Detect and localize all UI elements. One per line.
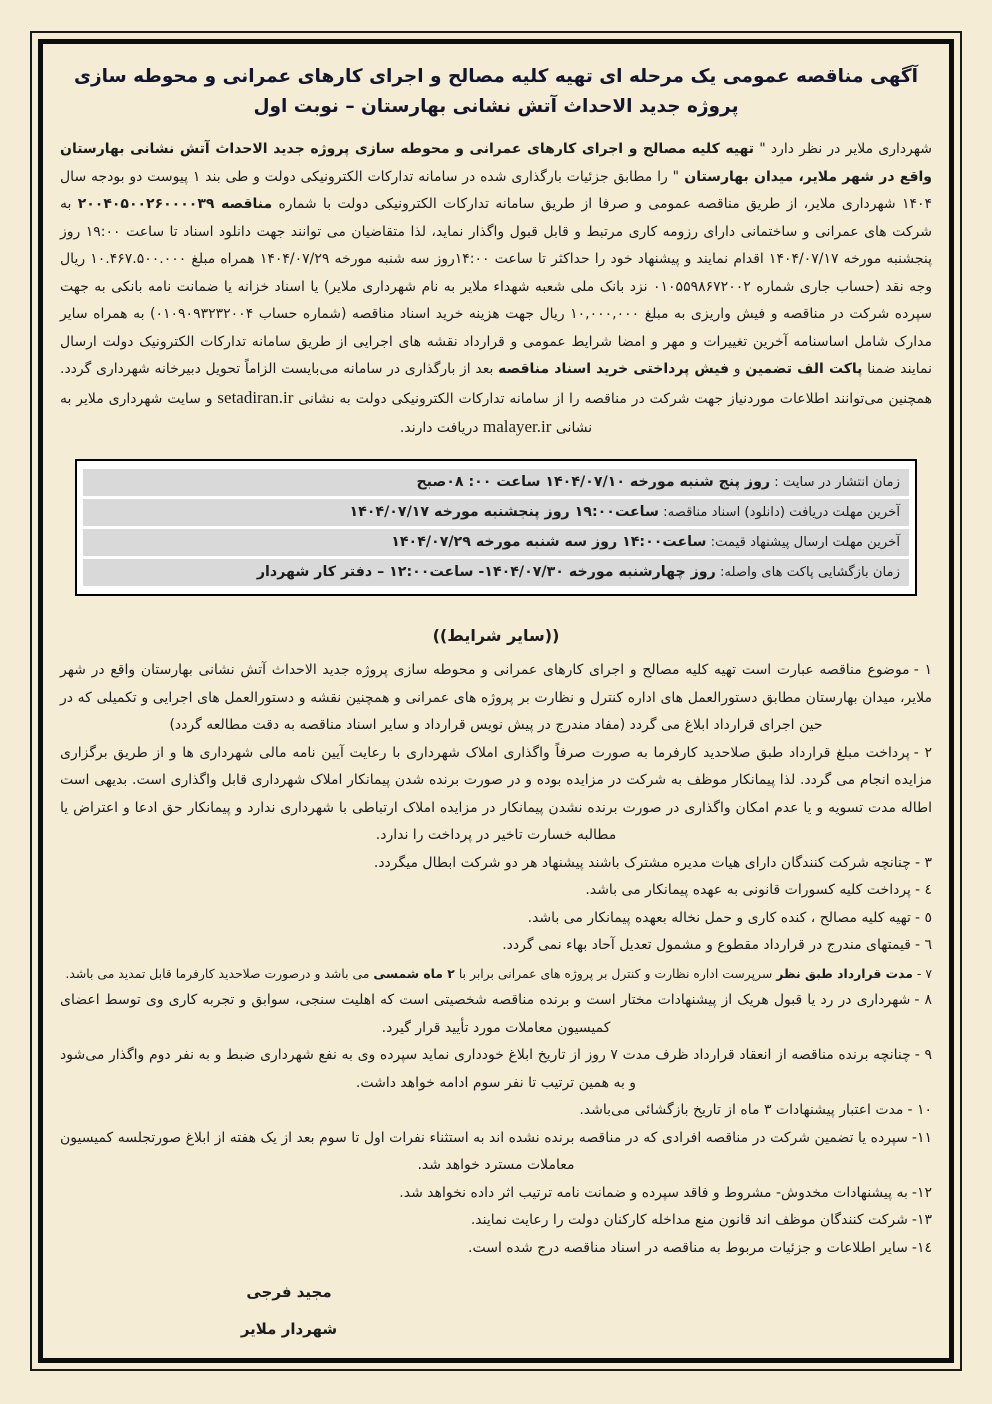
schedule-value: روز چهارشنبه مورخه ۱۴۰۴/۰۷/۳۰- ساعت۱۲:۰۰ – دفتر کار شهردار [256, 563, 716, 580]
conditions-list [60, 657, 932, 1262]
item-text: موضوع مناقصه عبارت است تهیه کلیه مصالح و اجرای کارهای عمرانی و محوطه سازی پروژه جدید الاحداث آتش نشانی بهارستان واقع در شهر ملایر، میدان بهارستان مطابق دستورالعمل های اداره کنترل و نظارت بر پروژه های عمرانی و همچنین نقشه و دستورالعمل های اجرایی و تکمیلی که در حین اجرای قرارداد ابلاغ می گردد (مفاد مندرج در پیش نویس قرارداد و سایر اسناد مناقصه به دقت مطالعه گردد) [60, 662, 932, 733]
schedule-value: ساعت۱۹:۰۰ روز پنجشنبه مورخه ۱۴۰۴/۰۷/۱۷ [349, 503, 659, 520]
schedule-value: ساعت۱۴:۰۰ روز سه شنبه مورخه ۱۴۰۴/۰۷/۲۹ [391, 533, 707, 550]
page-title: آگهی مناقصه عمومی یک مرحله ای تهیه کلیه مصالح و اجرای کارهای عمرانی و محوطه سازی پروژه جدید الاحداث آتش نشانی بهارستان – نوبت اول [73, 66, 919, 117]
condition-item-2 [60, 740, 932, 850]
item-number: ۸ - [914, 992, 932, 1008]
condition-item-3 [60, 850, 932, 878]
condition-item-4 [60, 877, 932, 905]
item-number: ٥ - [914, 909, 932, 926]
schedule-row-publish [83, 469, 909, 496]
condition-item-11 [60, 1125, 932, 1180]
item-number: ۳ - [914, 854, 932, 871]
signature-block [194, 1274, 384, 1348]
item-text: سایر اطلاعات و جزئیات مربوط به مناقصه در اسناد مناقصه درج شده است. [468, 1239, 908, 1256]
item-text: سپرده یا تضمین شرکت در مناقصه افرادی که در مناقصه برنده نشده اند به استثناء نفرات اول تا سوم بعد از یک هفته از ابلاغ صورتجلسه کمیسیون معاملات مسترد خواهد شد. [60, 1129, 908, 1173]
signer-title: شهردار ملایر [240, 1320, 338, 1338]
schedule-row-download-deadline [83, 499, 909, 526]
condition-item-9 [60, 1042, 932, 1097]
item-number: ۱۳- [911, 1212, 932, 1228]
item-number: ۷ - [916, 965, 932, 981]
item-number: ٤ - [914, 882, 932, 898]
other-conditions-heading: ((سایر شرایط)) [432, 625, 560, 645]
item-number: ۱۰ - [907, 1102, 932, 1118]
item-number: ۱۱- [911, 1129, 932, 1146]
condition-item-6 [60, 932, 932, 960]
schedule-box [75, 459, 917, 596]
condition-item-10 [60, 1097, 932, 1125]
item-number: ۲ - [913, 744, 932, 761]
condition-item-1 [60, 657, 932, 740]
condition-item-14 [60, 1235, 932, 1263]
schedule-value: روز پنج شنبه مورخه ۱۴۰۴/۰۷/۱۰ ساعت ۰۰: ۰۸صبح [416, 473, 771, 490]
item-number: ۹ - [914, 1047, 932, 1063]
condition-item-13 [60, 1207, 932, 1235]
item-text: شرکت کنندگان موظف اند قانون منع مداخله کارکنان دولت را رعایت نمایند. [470, 1212, 908, 1228]
schedule-label: آخرین مهلت ارسال پیشنهاد قیمت: [706, 534, 900, 550]
condition-item-8 [60, 987, 932, 1042]
item-number: ۱ - [913, 662, 932, 678]
schedule-label: زمان بازگشایی پاکت های واصله: [715, 564, 900, 580]
item-text: قیمتهای مندرج در قرارداد مقطوع و مشمول تعدیل آحاد بهاء نمی گردد. [502, 937, 911, 953]
item-number: ۱۲- [911, 1184, 932, 1201]
schedule-label: آخرین مهلت دریافت (دانلود) اسناد مناقصه: [658, 504, 900, 520]
schedule-row-opening [83, 559, 909, 586]
condition-item-12 [60, 1180, 932, 1208]
item-text: مدت اعتبار پیشنهادات ۳ ماه از تاریخ بازگشائی می‌باشد. [579, 1102, 904, 1118]
signer-name: مجید فرجی [246, 1283, 332, 1301]
condition-item-7 [60, 960, 932, 988]
item-number: ٦ - [914, 937, 932, 953]
item-number: ۱٤- [911, 1239, 932, 1256]
intro-paragraph: شهرداری ملایر در نظر دارد " تهیه کلیه مصالح و اجرای کارهای عمرانی و محوطه سازی پروژه جدید الاحداث آتش نشانی بهارستان واقع در شهر ملایر، میدان بهارستان " را مطابق جزئیات بارگذاری شده در سامانه تدارکات الکترونیکی دولت و طی بند ۱ پیوست دو بودجه سال ۱۴۰۴ شهرداری ملایر، از طریق مناقصه عمومی و صرفا از طریق سامانه تدارکات الکترونیکی دولت با شماره مناقصه ۲۰۰۴۰۵۰۰۲۶۰۰۰۰۳۹ به شرکت های عمرانی و ساختمانی دارای رزومه کاری مرتبط و قابل قبول واگذار نماید، لذا متقاضیان می توانند جهت دانلود اسناد تا ساعت ۱۹:۰۰ روز پنجشنبه مورخه ۱۴۰۴/۰۷/۱۷ اقدام نمایند و پیشنهاد خود را حداکثر تا ساعت ۱۴:۰۰روز سه شنبه مورخه ۱۴۰۴/۰۷/۲۹ همراه مبلغ ۱۰.۴۶۷.۵۰۰.۰۰۰ ریال وجه نقد (حساب جاری شماره ۰۱۰۵۵۹۸۶۷۲۰۰۲ نزد بانک ملی شعبه شهداء ملایر به نام شهرداری ملایر) یا اسناد خزانه یا ضمانت نامه بانکی به جهت سپرده شرکت در مناقصه و فیش واریزی به مبلغ ۱۰,۰۰۰,۰۰۰ ریال جهت هزینه خرید اسناد مناقصه (شماره حساب ۰۱۰۹۰۹۳۲۳۲۰۰۴) به همراه سایر مدارک شامل اساسنامه آخرین تغییرات و مهر و امضا شرایط عمومی و قرارداد نقشه های اجرایی از طریق سامانه تدارکات الکترونیک دولت ارسال نمایند ضمنا پاکت الف تضمین و فیش پرداختی خرید اسناد مناقصه بعد از بارگذاری در سامانه می‌بایست الزاماً تحویل دبیرخانه شهرداری گردد. همچنین می‌توانند اطلاعات موردنیاز جهت شرکت در مناقصه را از سامانه تدارکات الکترونیکی دولت به نشانی setadiran.ir و سایت شهرداری ملایر به نشانی malayer.ir دریافت دارند. [60, 141, 933, 436]
item-text: پرداخت کلیه کسورات قانونی به عهده پیمانکار می باشد. [585, 882, 911, 898]
item-text: به پیشنهادات مخدوش- مشروط و فاقد سپرده و ضمانت نامه ترتیب اثر داده نخواهد شد. [399, 1184, 908, 1201]
item-text: پرداخت مبلغ قرارداد طبق صلاحدید کارفرما به صورت صرفاً واگذاری املاک شهرداری با رعایت آیین نامه مالی شهرداری ها و از طریق برگزاری مزایده انجام می گردد. لذا پیمانکار موظف به شرکت در مزایده بوده و در صورت برنده شدن پیمانکار املاک شهرداری قابل واگذاری است. بدیهی است اطاله مدت تسویه و یا عدم امکان واگذاری در صورت برنده نشدن پیمانکار در مزایده املاک ارتباطی با شهرداری ندارد و پیمانکار حق ادعا و اعتراض یا مطالبه خسارت تاخیر در پرداخت را ندارد. [60, 744, 932, 843]
document-content [60, 62, 932, 1348]
item-text: مدت قرارداد طبق نظر سرپرست اداره نظارت و کنترل بر پروژه های عمرانی برابر با ۲ ماه شمسی می باشد و درصورت صلاحدید کارفرما قابل تمدید می باشد. [65, 965, 913, 981]
condition-item-5 [60, 905, 932, 933]
item-text: چنانچه برنده مناقصه از انعقاد قرارداد ظرف مدت ۷ روز از تاریخ ابلاغ خودداری نماید سپرده وی به نفع شهرداری ضبط و به نفر دوم واگذار می‌شود و به همین ترتیب تا نفر سوم ادامه خواهد داشت. [60, 1047, 911, 1091]
item-text: چنانچه شرکت کنندگان دارای هیات مدیره مشترک باشند پیشنهاد هر دو شرکت ابطال میگردد. [373, 854, 911, 871]
schedule-row-bid-deadline [83, 529, 909, 556]
schedule-label: زمان انتشار در سایت : [770, 474, 900, 490]
item-text: تهیه کلیه مصالح ، کنده کاری و حمل نخاله بعهده پیمانکار می باشد. [527, 909, 911, 926]
item-text: شهرداری در رد یا قبول هریک از پیشنهادات مختار است و برنده مناقصه شخصیتی است که اهلیت سنجی، سوابق و تجربه کاری وی توسط اعضای کمیسیون معاملات مورد تأیید قرار گیرد. [60, 992, 911, 1036]
